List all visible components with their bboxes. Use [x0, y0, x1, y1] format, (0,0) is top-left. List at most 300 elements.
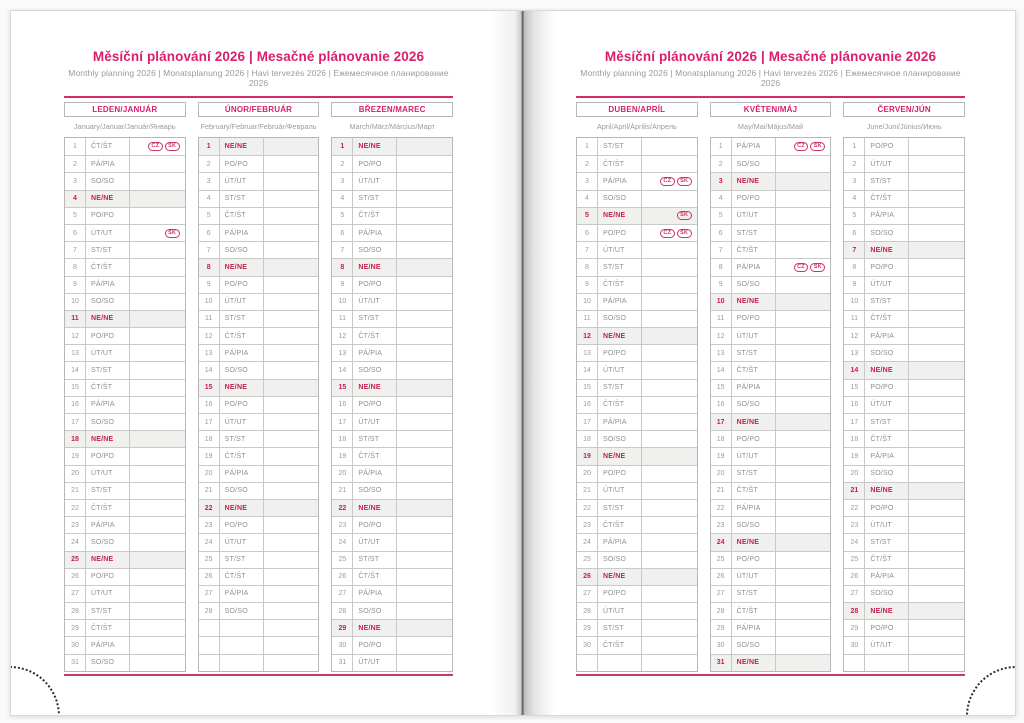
page-right [512, 11, 1015, 715]
notes-cell [130, 620, 185, 636]
day-row [711, 379, 831, 396]
day-row [711, 482, 831, 499]
day-row [65, 276, 185, 293]
notes-cell [776, 208, 831, 224]
day-row [332, 361, 452, 378]
notes-cell [397, 655, 452, 671]
day-number: 8 [199, 259, 220, 275]
day-number: 11 [199, 311, 220, 327]
day-name: PÁ/PIA [86, 637, 130, 653]
month-table [710, 137, 832, 672]
day-number: 2 [332, 156, 353, 172]
day-row [65, 568, 185, 585]
day-row [711, 447, 831, 464]
day-row [332, 276, 452, 293]
day-number: 11 [332, 311, 353, 327]
day-name: PO/PO [353, 517, 397, 533]
day-number: 19 [332, 448, 353, 464]
day-row [844, 465, 964, 482]
notes-cell [776, 431, 831, 447]
day-number: 1 [844, 138, 865, 155]
day-row [577, 636, 697, 653]
notes-cell [909, 431, 964, 447]
day-name [865, 655, 909, 671]
day-name: ÚT/UT [865, 637, 909, 653]
day-row [711, 224, 831, 241]
notes-cell [264, 397, 319, 413]
day-row [332, 447, 452, 464]
month-subtitle: March/März/Március/Март [349, 122, 435, 131]
day-number: 23 [577, 517, 598, 533]
month-table [576, 137, 698, 672]
day-name: ÚT/UT [86, 225, 130, 241]
day-number: 19 [65, 448, 86, 464]
notes-cell [776, 569, 831, 585]
day-name: ÚT/UT [353, 655, 397, 671]
day-name: ČT/ŠT [598, 397, 642, 413]
day-name: ST/ST [732, 586, 776, 602]
day-row [844, 310, 964, 327]
notes-cell [909, 500, 964, 516]
day-name: ÚT/UT [220, 534, 264, 550]
day-name: SO/SO [732, 277, 776, 293]
day-name: ÚT/UT [598, 242, 642, 258]
day-row [199, 344, 319, 361]
notes-cell [264, 277, 319, 293]
day-number: 28 [577, 603, 598, 619]
day-number: 28 [711, 603, 732, 619]
day-name: NE/NE [598, 448, 642, 464]
day-name: NE/NE [865, 603, 909, 619]
notes-cell [642, 277, 697, 293]
day-name: ST/ST [86, 483, 130, 499]
notes-cell [130, 466, 185, 482]
notes-cell [397, 466, 452, 482]
notes-cell [397, 328, 452, 344]
day-row [844, 619, 964, 636]
day-number [577, 655, 598, 671]
day-number: 27 [65, 586, 86, 602]
notes-cell [776, 620, 831, 636]
notes-cell [776, 225, 831, 241]
day-row [711, 465, 831, 482]
day-number: 16 [844, 397, 865, 413]
notes-cell [397, 311, 452, 327]
day-number: 16 [711, 397, 732, 413]
day-name: PO/PO [732, 431, 776, 447]
day-row [199, 447, 319, 464]
day-number: 17 [844, 414, 865, 430]
notes-cell [776, 191, 831, 207]
notes-cell [397, 380, 452, 396]
day-row [844, 224, 964, 241]
notes-cell [130, 277, 185, 293]
day-number: 13 [577, 345, 598, 361]
day-row [577, 396, 697, 413]
notes-cell [909, 517, 964, 533]
day-number: 30 [577, 637, 598, 653]
notes-cell [642, 225, 697, 241]
day-number: 14 [711, 362, 732, 378]
notes-cell [397, 208, 452, 224]
notes-cell [397, 448, 452, 464]
day-row [65, 344, 185, 361]
day-number: 12 [332, 328, 353, 344]
day-number: 30 [65, 637, 86, 653]
notes-cell [264, 483, 319, 499]
month-column [710, 102, 832, 672]
blank-row [199, 636, 319, 653]
notes-cell [130, 569, 185, 585]
corner-perforation-left [11, 666, 60, 715]
day-name: SO/SO [865, 345, 909, 361]
notes-cell [264, 414, 319, 430]
day-number: 27 [711, 586, 732, 602]
day-number: 22 [199, 500, 220, 516]
day-number: 7 [577, 242, 598, 258]
day-name: ST/ST [598, 138, 642, 155]
day-row [844, 516, 964, 533]
notes-cell [776, 500, 831, 516]
notes-cell [397, 517, 452, 533]
notes-cell [642, 431, 697, 447]
day-number: 15 [199, 380, 220, 396]
day-number: 24 [332, 534, 353, 550]
day-name: PÁ/PIA [865, 328, 909, 344]
day-name: NE/NE [353, 380, 397, 396]
month-column [331, 102, 453, 672]
day-row [711, 568, 831, 585]
day-name: SO/SO [598, 431, 642, 447]
day-name: SO/SO [598, 552, 642, 568]
day-row [711, 413, 831, 430]
day-name: ÚT/UT [220, 294, 264, 310]
day-row [199, 533, 319, 550]
notes-cell [909, 483, 964, 499]
day-row [577, 258, 697, 275]
day-number: 10 [199, 294, 220, 310]
day-name: NE/NE [353, 620, 397, 636]
day-name: PÁ/PIA [86, 277, 130, 293]
day-name: NE/NE [220, 380, 264, 396]
day-name: NE/NE [732, 414, 776, 430]
day-row [332, 396, 452, 413]
notes-cell [397, 156, 452, 172]
notes-cell [909, 534, 964, 550]
day-number: 24 [65, 534, 86, 550]
notes-cell [130, 138, 185, 155]
notes-cell [264, 517, 319, 533]
notes-cell [909, 259, 964, 275]
notes-cell [776, 637, 831, 653]
notes-cell [909, 225, 964, 241]
day-row [65, 585, 185, 602]
holiday-badge-sk: SK [677, 229, 692, 238]
notes-cell [397, 431, 452, 447]
day-number: 15 [332, 380, 353, 396]
day-name: PÁ/PIA [86, 397, 130, 413]
day-name: NE/NE [732, 173, 776, 189]
notes-cell [397, 534, 452, 550]
day-name: PÁ/PIA [865, 208, 909, 224]
day-row [577, 533, 697, 550]
day-number: 18 [332, 431, 353, 447]
day-name: PÁ/PIA [220, 586, 264, 602]
day-row [577, 499, 697, 516]
day-number: 9 [199, 277, 220, 293]
day-name: ÚT/UT [732, 569, 776, 585]
notes-cell [909, 586, 964, 602]
day-row [65, 379, 185, 396]
day-number: 18 [577, 431, 598, 447]
notes-cell [776, 156, 831, 172]
day-number: 7 [65, 242, 86, 258]
day-number: 23 [711, 517, 732, 533]
day-name: ČT/ŠT [220, 328, 264, 344]
day-row [577, 138, 697, 155]
day-number: 24 [199, 534, 220, 550]
notes-cell [264, 603, 319, 619]
day-name: NE/NE [220, 138, 264, 155]
day-row [199, 585, 319, 602]
day-row [711, 172, 831, 189]
day-number: 28 [332, 603, 353, 619]
day-row [65, 430, 185, 447]
blank-row [199, 619, 319, 636]
day-name: PÁ/PIA [732, 138, 776, 155]
day-row [332, 533, 452, 550]
notes-cell [397, 173, 452, 189]
notes-cell [642, 569, 697, 585]
notes-cell [397, 191, 452, 207]
day-number: 6 [711, 225, 732, 241]
day-number: 4 [711, 191, 732, 207]
day-row [844, 241, 964, 258]
holiday-badge-cz: CZ [148, 142, 163, 151]
day-row [844, 379, 964, 396]
notes-cell [909, 414, 964, 430]
day-number: 29 [65, 620, 86, 636]
day-number: 18 [844, 431, 865, 447]
day-number: 9 [711, 277, 732, 293]
notes-cell [642, 586, 697, 602]
day-number: 7 [199, 242, 220, 258]
day-number: 30 [332, 637, 353, 653]
day-number: 28 [844, 603, 865, 619]
notes-cell [130, 414, 185, 430]
day-name: ST/ST [598, 620, 642, 636]
holiday-badge-cz: CZ [794, 142, 809, 151]
day-name: ST/ST [220, 191, 264, 207]
notes-cell [909, 362, 964, 378]
holiday-badge-cz: CZ [794, 263, 809, 272]
notes-cell [776, 534, 831, 550]
month-table [64, 137, 186, 672]
notes-cell [909, 466, 964, 482]
day-number: 10 [844, 294, 865, 310]
top-rule [64, 96, 453, 98]
day-name: ÚT/UT [353, 414, 397, 430]
day-name: ČT/ŠT [598, 156, 642, 172]
day-name: ST/ST [865, 534, 909, 550]
day-number: 1 [65, 138, 86, 155]
day-row [199, 465, 319, 482]
day-number: 20 [199, 466, 220, 482]
day-number: 6 [844, 225, 865, 241]
day-name: NE/NE [86, 431, 130, 447]
holiday-badge-sk: SK [165, 229, 180, 238]
day-name: ÚT/UT [732, 328, 776, 344]
notes-cell [264, 345, 319, 361]
notes-cell [909, 603, 964, 619]
notes-cell [642, 448, 697, 464]
day-row [844, 636, 964, 653]
day-name: ST/ST [353, 431, 397, 447]
day-name: ČT/ŠT [86, 500, 130, 516]
day-number: 26 [711, 569, 732, 585]
day-name: ÚT/UT [86, 345, 130, 361]
day-number: 23 [844, 517, 865, 533]
day-number: 23 [65, 517, 86, 533]
day-number: 21 [332, 483, 353, 499]
day-name: ST/ST [865, 173, 909, 189]
day-row [65, 413, 185, 430]
month-table [331, 137, 453, 672]
notes-cell [909, 156, 964, 172]
day-row [332, 465, 452, 482]
month-header: DUBEN/APRÍL [576, 102, 698, 117]
day-number: 26 [844, 569, 865, 585]
notes-cell [397, 603, 452, 619]
day-number: 14 [65, 362, 86, 378]
notes-cell [130, 311, 185, 327]
day-name: SO/SO [865, 586, 909, 602]
day-name: SO/SO [732, 397, 776, 413]
day-number: 1 [332, 138, 353, 155]
day-row [332, 619, 452, 636]
notes-cell [264, 259, 319, 275]
day-row [199, 551, 319, 568]
day-row [711, 654, 831, 671]
notes-cell [264, 586, 319, 602]
notes-cell [130, 517, 185, 533]
day-row [332, 190, 452, 207]
notes-cell [642, 534, 697, 550]
day-number: 17 [577, 414, 598, 430]
day-number: 8 [577, 259, 598, 275]
notes-cell [776, 362, 831, 378]
day-row [65, 258, 185, 275]
notes-cell [264, 191, 319, 207]
day-row [711, 533, 831, 550]
notes-cell [130, 603, 185, 619]
day-name: PO/PO [353, 637, 397, 653]
day-name: SO/SO [865, 225, 909, 241]
notes-cell [264, 534, 319, 550]
day-number: 23 [199, 517, 220, 533]
day-name: PÁ/PIA [732, 620, 776, 636]
day-name: ČT/ŠT [598, 277, 642, 293]
day-row [844, 258, 964, 275]
day-row [844, 430, 964, 447]
day-name: PÁ/PIA [732, 500, 776, 516]
day-row [65, 465, 185, 482]
day-name: PO/PO [865, 380, 909, 396]
day-name: PO/PO [865, 259, 909, 275]
day-name: ČT/ŠT [865, 552, 909, 568]
day-name: NE/NE [732, 294, 776, 310]
day-name: ÚT/UT [598, 362, 642, 378]
day-number: 27 [199, 586, 220, 602]
day-name: ÚT/UT [353, 534, 397, 550]
blank-row [577, 654, 697, 671]
day-name: ČT/ŠT [220, 208, 264, 224]
notes-cell [776, 173, 831, 189]
day-number: 25 [844, 552, 865, 568]
day-name: ÚT/UT [865, 156, 909, 172]
day-number: 10 [711, 294, 732, 310]
day-name: PO/PO [598, 345, 642, 361]
day-number: 22 [711, 500, 732, 516]
day-name: NE/NE [220, 500, 264, 516]
day-name: SO/SO [732, 517, 776, 533]
day-name: ČT/ŠT [732, 603, 776, 619]
day-row [577, 327, 697, 344]
notes-cell [909, 448, 964, 464]
day-number: 12 [199, 328, 220, 344]
day-number: 17 [65, 414, 86, 430]
day-number: 25 [332, 552, 353, 568]
month-subtitle: May/Mai/Május/Май [737, 122, 804, 131]
day-number: 13 [65, 345, 86, 361]
day-number: 3 [711, 173, 732, 189]
day-number: 8 [332, 259, 353, 275]
day-row [844, 276, 964, 293]
day-row [199, 155, 319, 172]
day-name: ČT/ŠT [732, 362, 776, 378]
day-number: 14 [199, 362, 220, 378]
notes-cell [642, 637, 697, 653]
month-header: KVĚTEN/MÁJ [710, 102, 832, 117]
notes-cell [642, 620, 697, 636]
day-row [711, 155, 831, 172]
day-row [577, 190, 697, 207]
day-name: ST/ST [86, 242, 130, 258]
day-name: PÁ/PIA [598, 414, 642, 430]
day-row [844, 551, 964, 568]
notes-cell [130, 362, 185, 378]
day-name: ÚT/UT [598, 603, 642, 619]
notes-cell [909, 242, 964, 258]
day-row [332, 654, 452, 671]
notes-cell [130, 208, 185, 224]
notes-cell [776, 294, 831, 310]
day-row [577, 430, 697, 447]
day-number [844, 655, 865, 671]
day-number: 25 [711, 552, 732, 568]
day-number: 21 [199, 483, 220, 499]
day-number: 24 [577, 534, 598, 550]
day-number: 4 [844, 191, 865, 207]
day-name: ÚT/UT [732, 448, 776, 464]
day-name: PO/PO [732, 552, 776, 568]
day-number: 22 [577, 500, 598, 516]
day-number: 19 [844, 448, 865, 464]
day-name: ÚT/UT [865, 517, 909, 533]
day-row [65, 551, 185, 568]
day-name: ÚT/UT [86, 466, 130, 482]
day-row [199, 413, 319, 430]
